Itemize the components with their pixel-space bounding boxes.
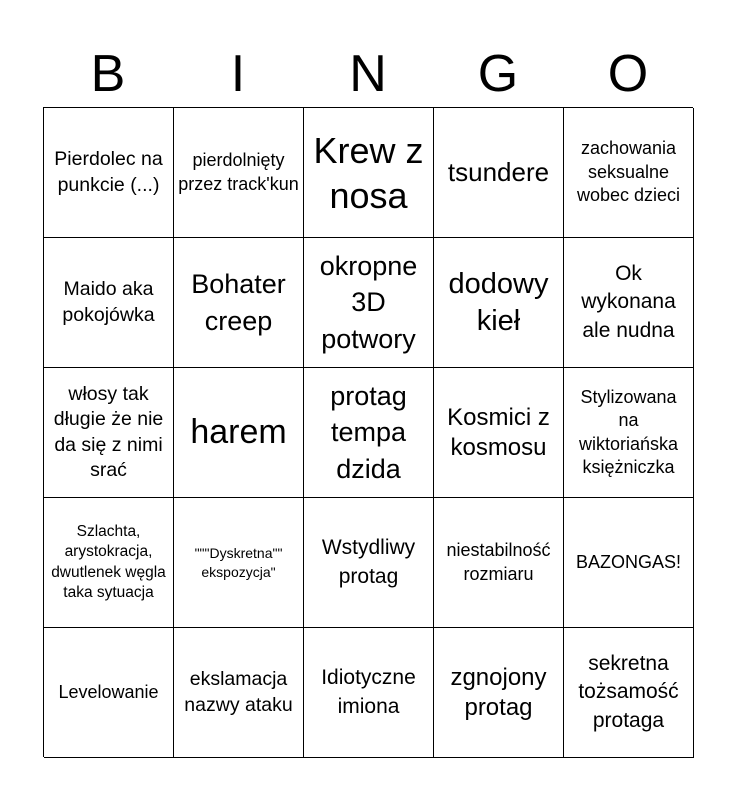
cell-text: Szlachta, arystokracja, dwutlenek węgla taka sytuacja: [51, 523, 166, 601]
cell-text: zgnojony protag: [450, 663, 547, 721]
header-letter-o: O: [607, 45, 649, 103]
bingo-cell-r2-c4[interactable]: [434, 238, 564, 368]
bingo-cell-r2-c3[interactable]: [304, 238, 434, 368]
cell-text: włosy tak długie że nie da się z nimi srać: [53, 382, 164, 481]
bingo-card: [43, 107, 693, 757]
bingo-cell-r3-c4[interactable]: [434, 368, 564, 498]
bingo-cell-r2-c1[interactable]: [44, 238, 174, 368]
bingo-cell-r3-c2[interactable]: [174, 368, 304, 498]
bingo-header: [43, 40, 693, 108]
cell-text: ekslamacja nazwy ataku: [184, 668, 293, 716]
header-letter-g: G: [477, 45, 519, 103]
bingo-cell-r4-c3[interactable]: [304, 498, 434, 628]
bingo-cell-r1-c1[interactable]: [44, 108, 174, 238]
bingo-cell-r5-c4[interactable]: [434, 628, 564, 758]
cell-text: Ok wykonana ale nudna: [581, 261, 676, 342]
bingo-cell-r5-c5[interactable]: [564, 628, 694, 758]
bingo-cell-r4-c4[interactable]: [434, 498, 564, 628]
cell-text: protag tempa dzida: [330, 380, 407, 484]
cell-text: Kosmici z kosmosu: [447, 403, 550, 461]
header-letter-i: I: [230, 45, 246, 103]
header-letter-b: B: [90, 45, 126, 103]
header-letter-n: N: [349, 45, 387, 103]
bingo-cell-r4-c1[interactable]: [44, 498, 174, 628]
bingo-cell-r5-c3[interactable]: [304, 628, 434, 758]
cell-text: Bohater creep: [191, 269, 286, 336]
bingo-cell-r2-c2[interactable]: [174, 238, 304, 368]
bingo-cell-r5-c2[interactable]: [174, 628, 304, 758]
cell-text: harem: [190, 413, 287, 452]
bingo-cell-r4-c5[interactable]: [564, 498, 694, 628]
cell-text: zachowania seksualne wobec dzieci: [576, 138, 681, 206]
cell-text: Pierdolec na punkcie (...): [54, 148, 163, 196]
cell-text: Krew z nosa: [313, 129, 424, 216]
cell-text: okropne 3D potwory: [319, 250, 418, 354]
bingo-cell-r5-c1[interactable]: [44, 628, 174, 758]
cell-text: Idiotyczne imiona: [321, 666, 416, 718]
bingo-cell-r2-c5[interactable]: [564, 238, 694, 368]
cell-text: dodowy kieł: [448, 268, 549, 337]
bingo-cell-r3-c5[interactable]: [564, 368, 694, 498]
cell-text: niestabilność rozmiaru: [446, 540, 551, 584]
cell-text: pierdolnięty przez track'kun: [178, 150, 299, 194]
bingo-cell-r1-c3[interactable]: [304, 108, 434, 238]
cell-text: Stylizowana na wiktoriańska księżniczka: [578, 386, 679, 477]
bingo-cell-r1-c2[interactable]: [174, 108, 304, 238]
cell-text: BAZONGAS!: [575, 551, 682, 572]
cell-text: tsundere: [447, 156, 550, 187]
cell-text: Maido aka pokojówka: [62, 278, 155, 326]
bingo-cell-r3-c3[interactable]: [304, 368, 434, 498]
cell-text: """Dyskretna"" ekspozycja": [194, 545, 283, 580]
bingo-cell-r4-c2[interactable]: [174, 498, 304, 628]
bingo-cell-r1-c5[interactable]: [564, 108, 694, 238]
bingo-cell-r1-c4[interactable]: [434, 108, 564, 238]
cell-text: Levelowanie: [58, 681, 159, 702]
cell-text: Wstydliwy protag: [321, 536, 416, 588]
bingo-cell-r3-c1[interactable]: [44, 368, 174, 498]
cell-text: sekretna tożsamość protaga: [578, 651, 679, 732]
